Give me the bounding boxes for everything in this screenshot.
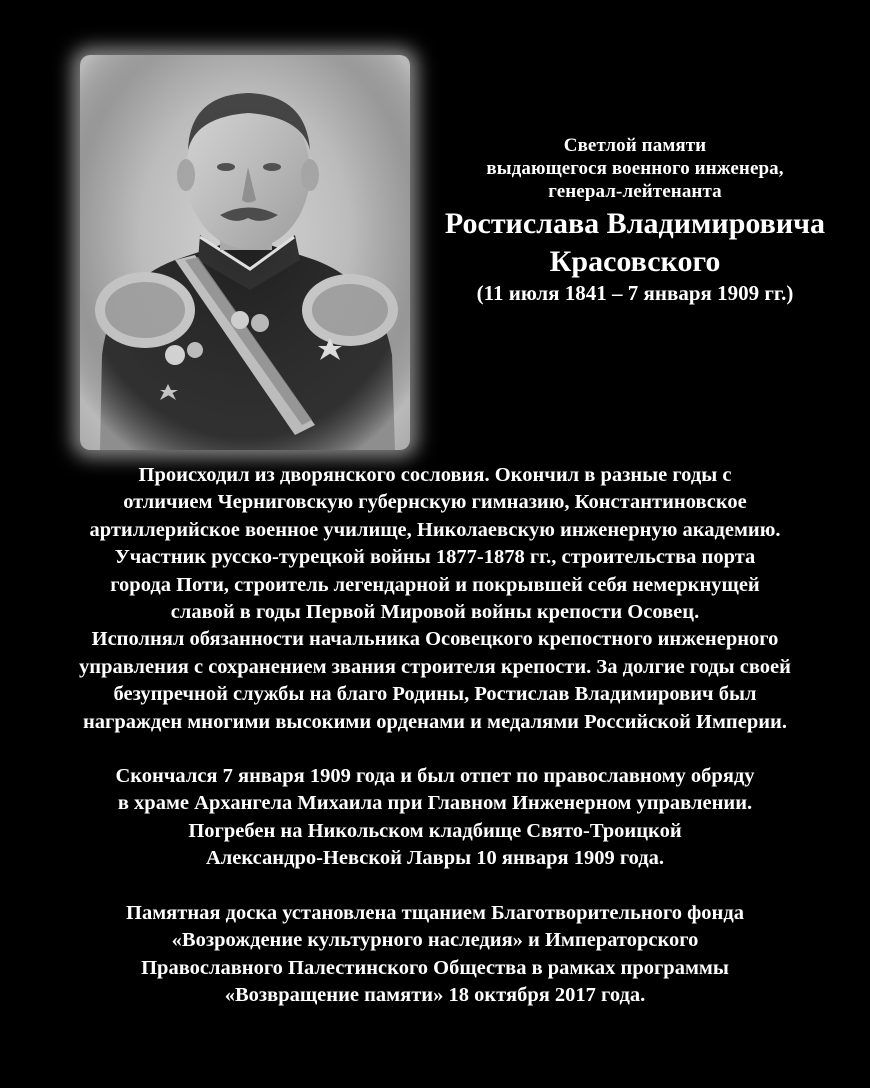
dedication-line-3: генерал-лейтенанта (548, 181, 722, 203)
bio-p1-line: славой в годы Первой Мировой войны крепости Осовец. (170, 601, 700, 624)
dedication-line-1: Светлой памяти (563, 135, 707, 156)
life-dates: (11 июля 1841 – 7 января 1909 гг.) (476, 280, 794, 305)
bio-p3-line: Памятная доска установлена тщанием Благотворительного фонда (126, 901, 744, 924)
bio-p1-line: артиллерийское военное училище, Николаевскую инженерную академию. (89, 518, 781, 541)
dedication-block (430, 134, 840, 306)
paragraph-gap (20, 873, 850, 900)
bio-p2-line: Александро-Невской Лавры 10 января 1909 года. (205, 847, 665, 870)
person-name-last: Красовского (549, 244, 721, 278)
portrait-illustration (80, 55, 410, 450)
bio-p3-line: «Возвращение памяти» 18 октября 2017 года. (224, 983, 646, 1006)
person-name-first: Ростислава Владимировича (444, 206, 826, 240)
bio-p3-line: «Возрождение культурного наследия» и Императорского (171, 929, 699, 952)
paragraph-gap (20, 736, 850, 763)
dedication-line-2: выдающегося военного инженера, (486, 158, 784, 180)
portrait-photo (80, 55, 410, 450)
bio-p2-line: в храме Архангела Михаила при Главном Инженерном управлении. (117, 792, 753, 815)
bio-p1-line: Участник русско-турецкой войны 1877-1878 гг., строительства порта (114, 546, 756, 569)
bio-p1-line: отличием Черниговскую губернскую гимназию, Константиновское (123, 491, 747, 514)
bio-p1-line: награжден многими высокими орденами и медалями Российской Империи. (83, 710, 787, 733)
bio-p1-line: Исполнял обязанности начальника Осовецкого крепостного инженерного (91, 628, 779, 651)
bio-p1-line: безупречной службы на благо Родины, Ростислав Владимирович был (113, 683, 757, 706)
bio-p1-line: города Поти, строитель легендарной и покрывшей себя немеркнущей (110, 573, 760, 596)
bio-p2-line: Погребен на Никольском кладбище Свято-Троицкой (188, 819, 682, 842)
bio-p3-line: Православного Палестинского Общества в рамках программы (141, 956, 729, 979)
bio-p1-line: Происходил из дворянского сословия. Окончил в разные годы с (138, 464, 732, 486)
bio-p1-line: управления с сохранением звания строителя крепости. За долгие годы своей (79, 655, 791, 678)
bio-p2-line: Скончался 7 января 1909 года и был отпет по православному обряду (115, 765, 755, 788)
biography-text (20, 462, 850, 1009)
